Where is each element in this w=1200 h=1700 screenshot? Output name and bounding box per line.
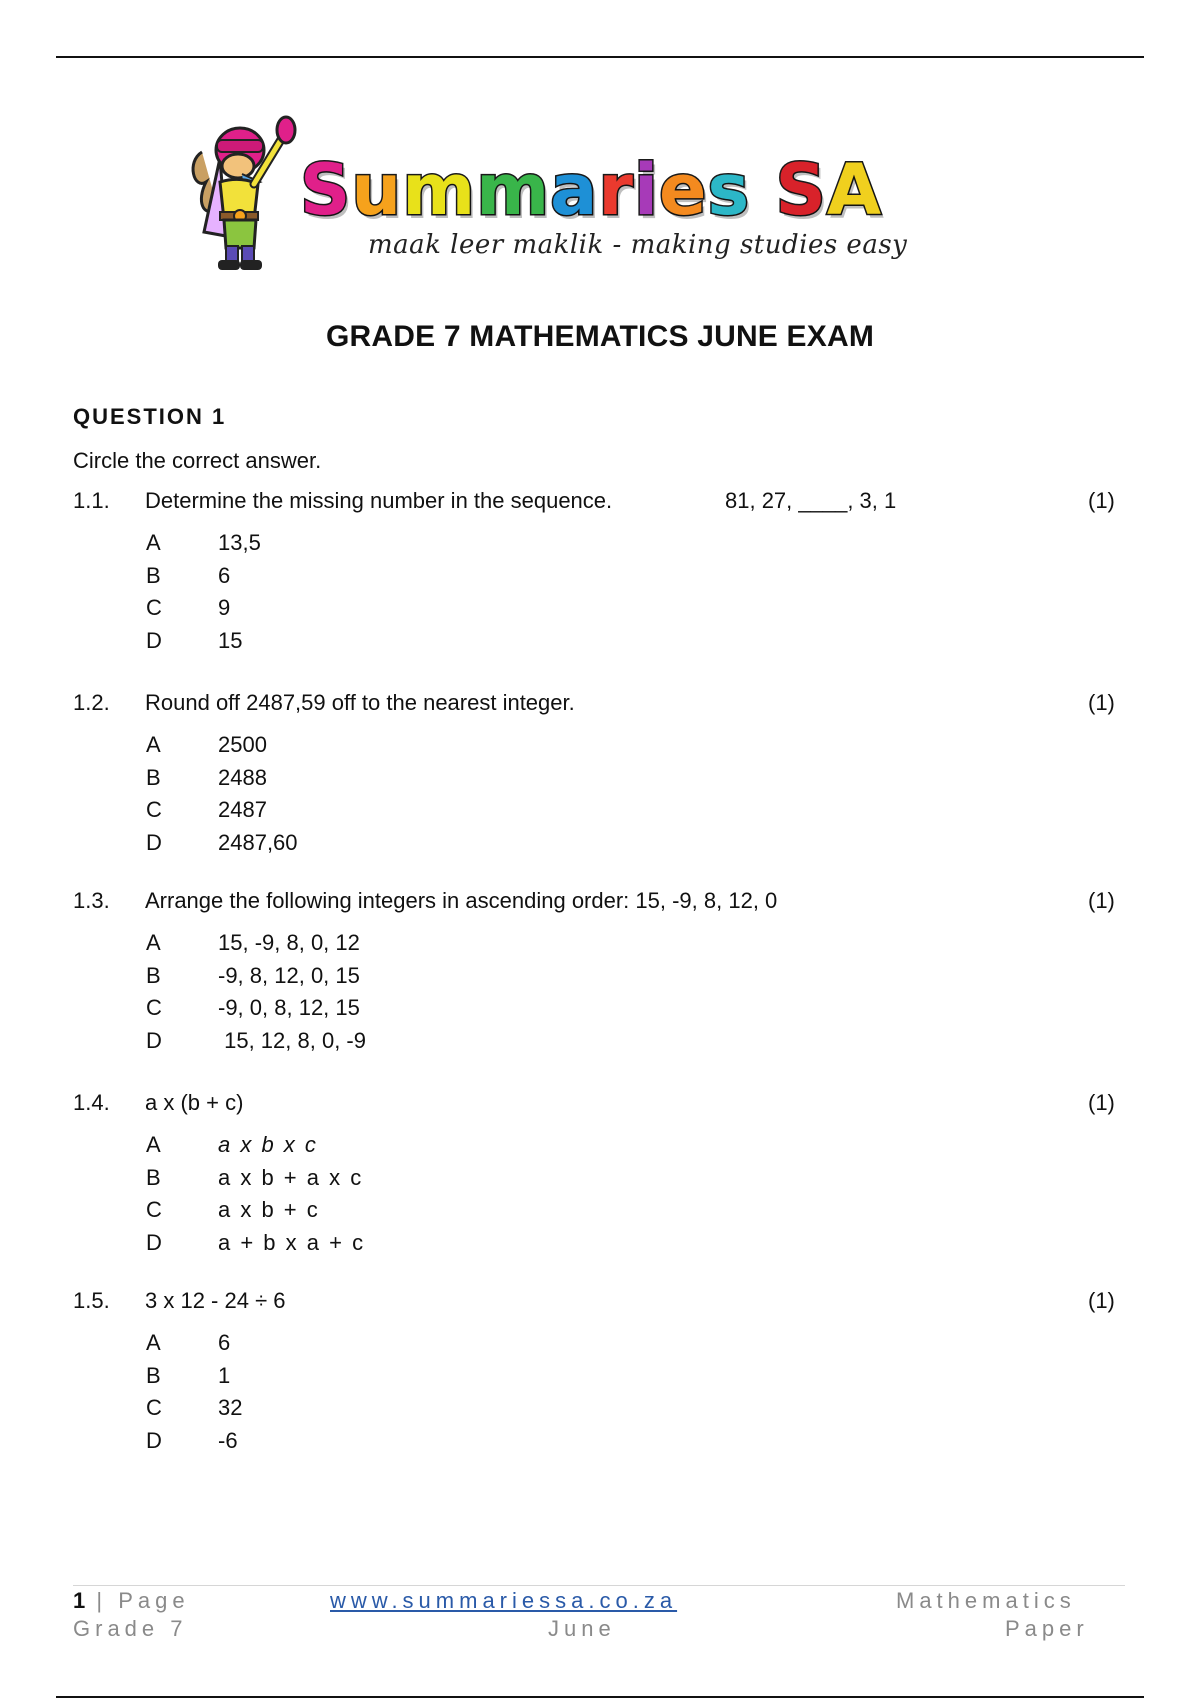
option-a[interactable] xyxy=(0,1330,1200,1363)
option-value: a x b x c xyxy=(218,1132,318,1157)
option-d[interactable] xyxy=(0,830,1200,863)
logo-letter: e xyxy=(658,149,708,231)
option-value: 32 xyxy=(218,1395,243,1420)
option-d[interactable] xyxy=(0,1230,1200,1263)
question-marks: (1) xyxy=(1088,1090,1115,1115)
question-marks: (1) xyxy=(1088,488,1115,513)
option-letter: A xyxy=(146,1330,161,1355)
question-number: 1.3. xyxy=(73,888,110,913)
option-letter: C xyxy=(146,595,162,620)
question-1-4 xyxy=(0,1090,1200,1262)
option-value: 2487,60 xyxy=(218,829,298,855)
option-b[interactable] xyxy=(0,765,1200,798)
logo-letter: S xyxy=(300,149,352,231)
option-value: -9, 0, 8, 12, 15 xyxy=(218,995,360,1020)
option-b[interactable] xyxy=(0,963,1200,996)
question-text: Determine the missing number in the sequence. xyxy=(145,488,613,513)
option-d[interactable] xyxy=(0,628,1200,661)
option-letter: B xyxy=(146,962,161,988)
option-letter: A xyxy=(146,732,161,757)
footer-grade: Grade 7 xyxy=(73,1616,188,1641)
sequence-text: 81, 27, ____, 3, 1 xyxy=(725,488,897,513)
option-letter: D xyxy=(146,829,162,855)
option-value: -6 xyxy=(218,1427,238,1453)
option-d[interactable] xyxy=(0,1028,1200,1061)
option-value: 2488 xyxy=(218,764,267,790)
option-c[interactable] xyxy=(0,1395,1200,1428)
footer-subject: Mathematics xyxy=(896,1588,1076,1613)
logo-letter: S xyxy=(775,149,827,231)
option-value: 2500 xyxy=(218,732,267,757)
exam-title: GRADE 7 MATHEMATICS JUNE EXAM xyxy=(325,320,875,353)
option-d[interactable] xyxy=(0,1428,1200,1461)
option-letter: D xyxy=(146,1427,162,1453)
top-rule xyxy=(56,56,1144,58)
logo-letter: A xyxy=(826,149,883,231)
question-number: 1.2. xyxy=(73,690,110,715)
option-letter: B xyxy=(146,562,161,588)
bottom-rule xyxy=(56,1696,1144,1698)
question-text: a x (b + c) xyxy=(145,1090,244,1115)
question-text: Arrange the following integers in ascending order: 15, -9, 8, 12, 0 xyxy=(145,888,778,913)
question-text: 3 x 12 - 24 ÷ 6 xyxy=(145,1288,286,1313)
option-letter: C xyxy=(146,1197,162,1222)
option-letter: C xyxy=(146,1395,162,1420)
logo-letter: u xyxy=(351,149,403,231)
instruction-text: Circle the correct answer. xyxy=(73,448,322,473)
option-letter: C xyxy=(146,797,162,822)
option-letter: A xyxy=(146,530,161,555)
question-1-2 xyxy=(0,690,1200,862)
option-a[interactable] xyxy=(0,1132,1200,1165)
option-letter: D xyxy=(146,1027,162,1053)
footer-divider xyxy=(73,1585,1125,1586)
option-value: 13,5 xyxy=(218,530,261,555)
option-b[interactable] xyxy=(0,1363,1200,1396)
footer-website xyxy=(330,1588,677,1614)
logo-letter: a xyxy=(550,149,599,231)
option-value: 15 xyxy=(218,627,243,653)
option-value: 6 xyxy=(218,562,231,588)
option-letter: D xyxy=(146,627,162,653)
option-value: 1 xyxy=(218,1362,231,1388)
option-c[interactable] xyxy=(0,797,1200,830)
option-b[interactable] xyxy=(0,1165,1200,1198)
option-letter: B xyxy=(146,1164,161,1190)
question-1-1 xyxy=(0,488,1200,660)
option-letter: D xyxy=(146,1229,162,1255)
option-value: 15, -9, 8, 0, 12 xyxy=(218,930,360,955)
page-label: | Page xyxy=(96,1588,190,1613)
question-marks: (1) xyxy=(1088,1288,1115,1313)
option-c[interactable] xyxy=(0,1197,1200,1230)
option-letter: C xyxy=(146,995,162,1020)
logo-letter: m xyxy=(402,149,477,231)
page-number: 1 xyxy=(73,1588,86,1613)
option-letter: B xyxy=(146,764,161,790)
logo-letter: i xyxy=(633,149,659,231)
option-letter: A xyxy=(146,930,161,955)
footer-page xyxy=(73,1588,190,1614)
option-c[interactable] xyxy=(0,595,1200,628)
option-value: a x b + c xyxy=(218,1197,320,1222)
logo-letter: r xyxy=(598,149,634,231)
option-value: 15, 12, 8, 0, -9 xyxy=(218,1027,366,1053)
option-a[interactable] xyxy=(0,930,1200,963)
footer-paper: Paper xyxy=(1005,1616,1089,1641)
option-a[interactable] xyxy=(0,732,1200,765)
option-letter: B xyxy=(146,1362,161,1388)
question-marks: (1) xyxy=(1088,888,1115,913)
footer-month: June xyxy=(548,1616,616,1641)
option-a[interactable] xyxy=(0,530,1200,563)
option-letter: A xyxy=(146,1132,161,1157)
option-value: 2487 xyxy=(218,797,267,822)
question-marks: (1) xyxy=(1088,690,1115,715)
question-1-5 xyxy=(0,1288,1200,1460)
logo-letter: s xyxy=(707,149,751,231)
logo-wordmark xyxy=(300,150,882,230)
question-text: Round off 2487,59 off to the nearest integer. xyxy=(145,690,575,715)
question-number: 1.1. xyxy=(73,488,110,513)
summaries-sa-logo xyxy=(190,112,1020,272)
option-b[interactable] xyxy=(0,563,1200,596)
logo-letter xyxy=(750,150,775,230)
logo-tagline: maak leer maklik - making studies easy xyxy=(368,230,908,260)
website-link[interactable]: www.summariessa.co.za xyxy=(330,1588,678,1613)
question-number: 1.4. xyxy=(73,1090,110,1115)
question-1-3 xyxy=(0,888,1200,1060)
option-value: 6 xyxy=(218,1330,231,1355)
option-c[interactable] xyxy=(0,995,1200,1028)
option-value: a x b + a x c xyxy=(218,1164,364,1190)
question-heading: QUESTION 1 xyxy=(73,404,227,429)
question-number: 1.5. xyxy=(73,1288,110,1313)
option-value: -9, 8, 12, 0, 15 xyxy=(218,962,360,988)
logo-letter: m xyxy=(476,149,551,231)
option-value: a + b x a + c xyxy=(218,1229,366,1255)
option-value: 9 xyxy=(218,595,231,620)
